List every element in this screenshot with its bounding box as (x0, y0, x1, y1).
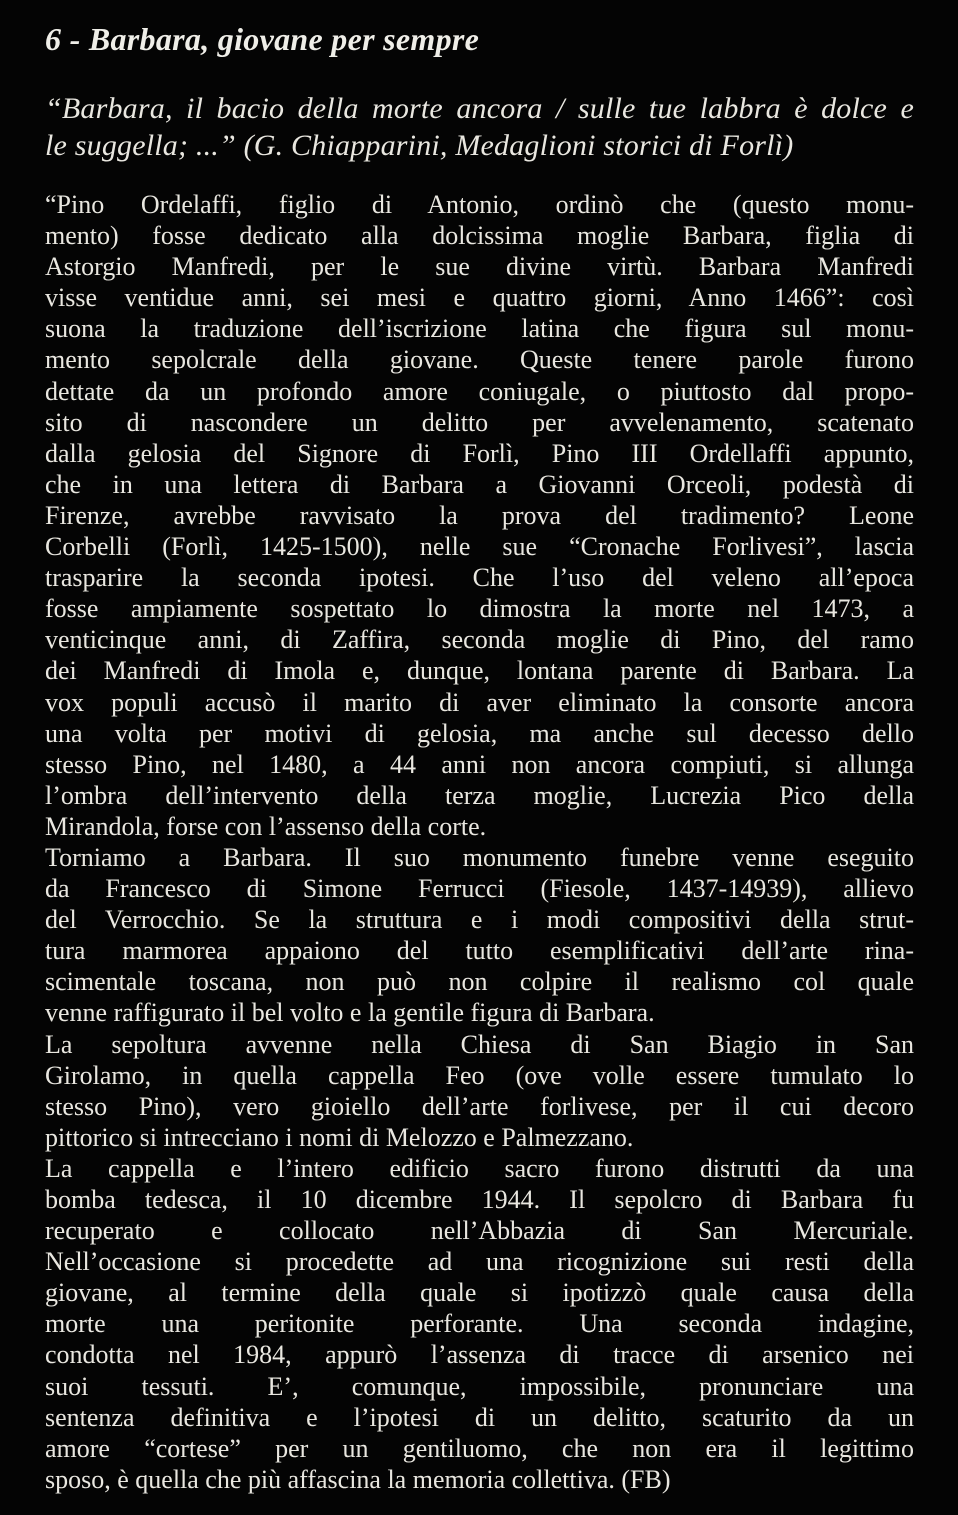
text-line: amore “cortese” per un gentiluomo, che non era il legittimo (45, 1433, 914, 1463)
text-line: sentenza definitiva e l’ipotesi di un delitto, scaturito da un (45, 1402, 914, 1432)
text-line: tura marmorea appaiono del tutto esemplificativi dell’arte rina- (45, 936, 914, 966)
text-line: La cappella e l’intero edificio sacro furono distrutti da una (45, 1153, 914, 1183)
text-line: mento sepolcrale della giovane. Queste tenere parole furono (45, 345, 914, 375)
text-line: Corbelli (Forlì, 1425-1500), nelle sue “Cronache Forlivesi”, lascia (45, 532, 914, 562)
text-line: che in una lettera di Barbara a Giovanni Orceoli, podestà di (45, 469, 914, 499)
text-line: suona la traduzione dell’iscrizione latina che figura sul monu- (45, 314, 914, 344)
text-line: Firenze, avrebbe ravvisato la prova del tradimento? Leone (45, 500, 914, 530)
text-line: condotta nel 1984, appurò l’assenza di tracce di arsenico nei (45, 1340, 914, 1370)
text-line: visse ventidue anni, sei mesi e quattro giorni, Anno 1466”: così (45, 283, 914, 313)
text-line: fosse ampiamente sospettato lo dimostra la morte nel 1473, a (45, 594, 914, 624)
text-line: mento) fosse dedicato alla dolcissima moglie Barbara, figlia di (45, 221, 914, 251)
text-line: trasparire la seconda ipotesi. Che l’uso del veleno all’epoca (45, 563, 914, 593)
paragraph (45, 842, 914, 1029)
text-line: del Verrocchio. Se la struttura e i modi compositivi della strut- (45, 905, 914, 935)
quote-line: “Barbara, il bacio della morte ancora / sulle tue labbra è dolce e (45, 92, 914, 125)
text-line: giovane, al termine della quale si ipotizzò quale causa della (45, 1278, 914, 1308)
text-line: suoi tessuti. E’, comunque, impossibile, pronunciare una (45, 1371, 914, 1401)
text-line: Nell’occasione si procedette ad una ricognizione sui resti della (45, 1247, 914, 1277)
text-line: venticinque anni, di Zaffira, seconda moglie di Pino, del ramo (45, 625, 914, 655)
text-line: Torniamo a Barbara. Il suo monumento funebre venne eseguito (45, 842, 914, 872)
text-line: Girolamo, in quella cappella Feo (ove volle essere tumulato lo (45, 1060, 914, 1090)
text-line: La sepoltura avvenne nella Chiesa di San Biagio in San (45, 1029, 914, 1059)
text-line: sposo, è quella che più affascina la memoria collettiva. (FB) (45, 1464, 671, 1494)
text-line: pittorico si intrecciano i nomi di Melozzo e Palmezzano. (45, 1122, 634, 1152)
paragraph (45, 189, 914, 842)
text-line: dalla gelosia del Signore di Forlì, Pino III Ordellaffi appunto, (45, 438, 914, 468)
page-title: 6 - Barbara, giovane per sempre (45, 21, 480, 57)
text-line: vox populi accusò il marito di aver eliminato la consorte ancora (45, 687, 914, 717)
text-line: recuperato e collocato nell’Abbazia di San Mercuriale. (45, 1216, 914, 1246)
text-line: venne raffigurato il bel volto e la gentile figura di Barbara. (45, 998, 655, 1028)
quote-line: le suggella; ...” (G. Chiapparini, Medaglioni storici di Forlì) (45, 129, 794, 162)
text-line: una volta per motivi di gelosia, ma anche sul decesso dello (45, 718, 914, 748)
text-line: scimentale toscana, non può non colpire il realismo col quale (45, 967, 914, 997)
text-line: da Francesco di Simone Ferrucci (Fiesole, 1437-14939), allievo (45, 874, 914, 904)
text-line: Mirandola, forse con l’assenso della corte. (45, 811, 487, 841)
text-line: morte una peritonite perforante. Una seconda indagine, (45, 1309, 914, 1339)
text-line: dettate da un profondo amore coniugale, o piuttosto dal propo- (45, 376, 914, 406)
text-line: bomba tedesca, il 10 dicembre 1944. Il sepolcro di Barbara fu (45, 1185, 914, 1214)
article-body (45, 189, 914, 1495)
text-line: l’ombra dell’intervento della terza moglie, Lucrezia Pico della (45, 780, 914, 810)
paragraph (45, 1153, 914, 1495)
text-line: Astorgio Manfredi, per le sue divine virtù. Barbara Manfredi (45, 252, 914, 282)
text-line: dei Manfredi di Imola e, dunque, lontana parente di Barbara. La (45, 656, 914, 686)
text-line: stesso Pino, nel 1480, a 44 anni non ancora compiuti, si allunga (45, 749, 914, 779)
text-line: “Pino Ordelaffi, figlio di Antonio, ordinò che (questo monu- (45, 190, 914, 219)
epigraph-quote (45, 90, 914, 164)
paragraph (45, 1029, 914, 1153)
text-line: stesso Pino), vero gioiello dell’arte forlivese, per il cui decoro (45, 1091, 914, 1121)
text-line: sito di nascondere un delitto per avvelenamento, scatenato (45, 407, 914, 437)
